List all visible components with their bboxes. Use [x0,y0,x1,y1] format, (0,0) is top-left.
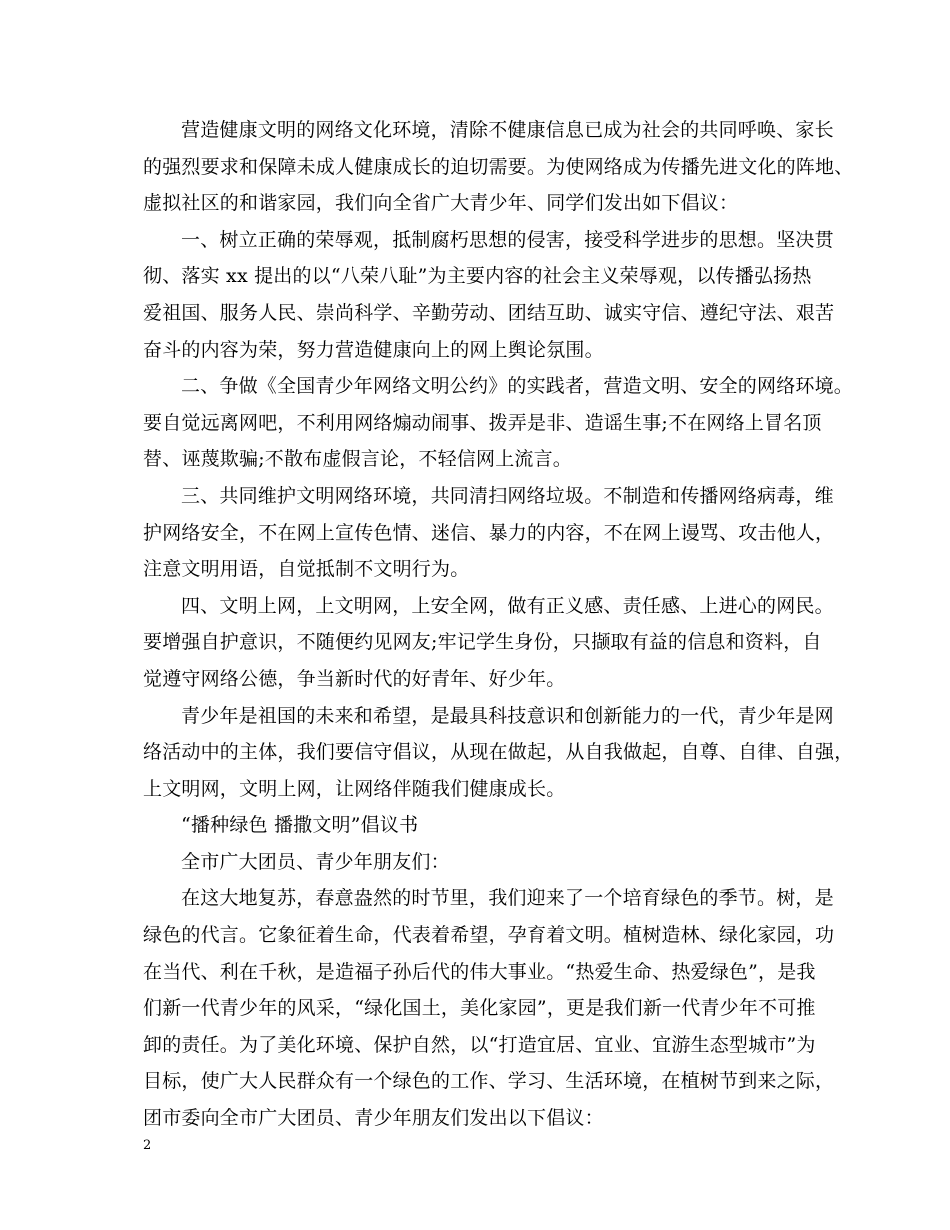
text-line: 全市广大团员、青少年朋友们： [181,850,450,873]
proposal-title [143,807,828,844]
text-line: 们新一代青少年的风采，“绿化国土，美化家园”，更是我们新一代青少年不可推 [143,997,816,1020]
text-line: 要增强自护意识，不随便约见网友;牢记学生身份，只撷取有益的信息和资料，自 [143,631,822,654]
paragraph-intro [143,112,854,222]
paragraph-point-3 [143,478,835,588]
document-body [143,112,854,1137]
text-line: 彻、落实 xx 提出的以“八荣八耻”为主要内容的社会主义荣辱观，以传播弘扬热 [143,265,812,288]
text-line: 护网络安全，不在网上宣传色情、迷信、暴力的内容，不在网上谩骂、攻击他人， [143,521,835,544]
text-line: “播种绿色 播撒文明”倡议书 [181,814,419,837]
text-line: 上文明网，文明上网，让网络伴随我们健康成长。 [143,777,566,800]
text-line: 营造健康文明的网络文化环境，清除不健康信息已成为社会的共同呼唤、家长 [181,119,834,141]
text-line: 觉遵守网络公德，争当新时代的好青年、好少年。 [143,667,566,690]
text-line: 替、诬蔑欺骗;不散布虚假言论，不轻信网上流言。 [143,448,573,471]
text-line: 络活动中的主体，我们要信守倡议，从现在做起，从自我做起，自尊、自律、自强， [143,741,854,764]
paragraph-point-1 [143,222,835,368]
text-line: 卸的责任。为了美化环境、保护自然，以“打造宜居、宜业、宜游生态型城市”为 [143,1033,816,1056]
text-line: 在当代、利在千秋，是造福子孙后代的伟大事业。“热爱生命、热爱绿色”，是我 [143,960,816,983]
text-line: 三、共同维护文明网络环境，共同清扫网络垃圾。不制造和传播网络病毒，维 [181,484,834,507]
text-line: 要自觉远离网吧，不利用网络煽动闹事、拨弄是非、造谣生事;不在网络上冒名顶 [143,411,822,434]
text-line: 青少年是祖国的未来和希望，是最具科技意识和创新能力的一代，青少年是网 [181,704,834,727]
text-line: 的强烈要求和保障未成人健康成长的迫切需要。为使网络成为传播先进文化的阵地、 [143,155,854,178]
text-line: 目标，使广大人民群众有一个绿色的工作、学习、生活环境，在植树节到来之际， [143,1070,835,1093]
text-line: 奋斗的内容为荣，努力营造健康向上的网上舆论氛围。 [143,338,604,361]
text-line: 绿色的代言。它象征着生命，代表着希望，孕育着文明。植树造林、绿化家园，功 [143,924,835,947]
text-line: 在这大地复苏，春意盎然的时节里，我们迎来了一个培育绿色的季节。树，是 [181,887,834,910]
paragraph-green-proposal [143,880,835,1136]
text-line: 爱祖国、服务人民、崇尚科学、辛勤劳动、团结互助、诚实守信、遵纪守法、艰苦 [143,301,835,324]
paragraph-point-2 [143,368,854,478]
paragraph-conclusion [143,698,854,808]
text-line: 虚拟社区的和谐家园，我们向全省广大青少年、同学们发出如下倡议： [143,192,739,215]
paragraph-point-4 [143,588,834,698]
page-number: 2 [143,1138,152,1153]
salutation [143,844,828,881]
text-line: 一、树立正确的荣辱观，抵制腐朽思想的侵害，接受科学进步的思想。坚决贯 [181,228,834,251]
text-line: 四、文明上网，上文明网，上安全网，做有正义感、责任感、上进心的网民。 [181,594,834,617]
text-line: 注意文明用语，自觉抵制不文明行为。 [143,558,470,581]
text-line: 团市委向全市广大团员、青少年朋友们发出以下倡议： [143,1107,604,1130]
text-line: 二、争做《全国青少年网络文明公约》的实践者，营造文明、安全的网络环境。 [181,375,854,398]
